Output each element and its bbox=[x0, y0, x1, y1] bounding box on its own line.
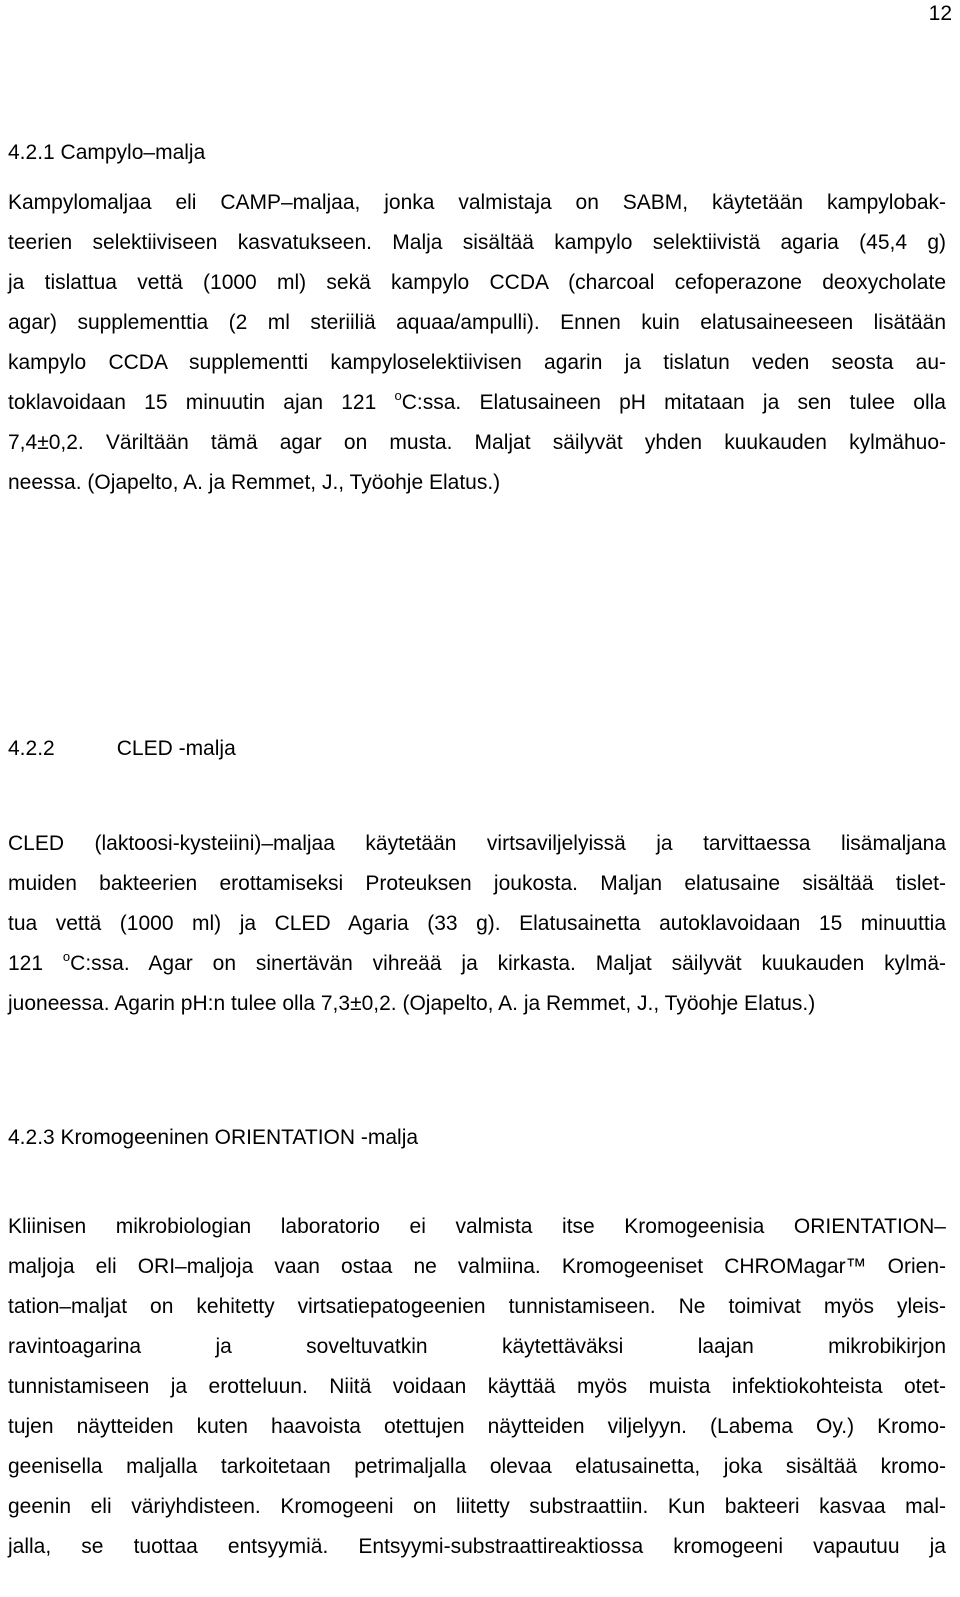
text-line: CLED (laktoosi-kysteiini)–maljaa käytetään virtsaviljelyissä ja tarvittaessa lisämaljana bbox=[8, 832, 946, 855]
text-line: muiden bakteerien erottamiseksi Proteuksen joukosta. Maljan elatusaine sisältää tislet- bbox=[8, 872, 946, 895]
text-line: geenisella maljalla tarkoitetaan petrimaljalla olevaa elatusainetta, joka sisältää kromo- bbox=[8, 1455, 946, 1478]
text-segment: C:ssa. Agar on sinertävän vihreää ja kirkasta. Maljat säilyvät kuukauden kylmä- bbox=[70, 952, 946, 975]
page-number: 12 bbox=[928, 2, 952, 25]
text-line: 7,4±0,2. Väriltään tämä agar on musta. Maljat säilyvät yhden kuukauden kylmähuo- bbox=[8, 431, 946, 454]
section-heading-4-2-3: 4.2.3 Kromogeeninen ORIENTATION -malja bbox=[8, 1126, 419, 1149]
text-line: tation–maljat on kehitetty virtsatiepatogeenien tunnistamiseen. Ne toimivat myös yleis- bbox=[8, 1295, 946, 1318]
text-line: tua vettä (1000 ml) ja CLED Agaria (33 g). Elatusainetta autoklavoidaan 15 minuuttia bbox=[8, 912, 946, 935]
text-segment: toklavoidaan 15 minuutin ajan 121 bbox=[8, 391, 395, 414]
text-line: teerien selektiiviseen kasvatukseen. Malja sisältää kampylo selektiivistä agaria (45,4 g) bbox=[8, 231, 946, 254]
heading-number: 4.2.2 bbox=[8, 737, 55, 760]
degree-superscript: o bbox=[394, 388, 402, 403]
text-line: neessa. (Ojapelto, A. ja Remmet, J., Työohje Elatus.) bbox=[8, 471, 501, 494]
section-paragraph-4-2-2 bbox=[8, 824, 946, 1024]
heading-title: CLED -malja bbox=[116, 737, 236, 760]
section-paragraph-4-2-1 bbox=[8, 183, 946, 503]
text-line: tunnistamiseen ja erotteluun. Niitä voidaan käyttää myös muista infektiokohteista otet- bbox=[8, 1375, 946, 1398]
text-line: Kliinisen mikrobiologian laboratorio ei valmista itse Kromogeenisia ORIENTATION– bbox=[8, 1215, 946, 1238]
section-paragraph-4-2-3 bbox=[8, 1207, 946, 1567]
text-line: tujen näytteiden kuten haavoista otettujen näytteiden viljelyyn. (Labema Oy.) Kromo- bbox=[8, 1415, 946, 1438]
degree-superscript: o bbox=[62, 949, 71, 964]
text-segment: C:ssa. Elatusaineen pH mitataan ja sen tulee olla bbox=[401, 391, 946, 414]
text-line: juoneessa. Agarin pH:n tulee olla 7,3±0,2. (Ojapelto, A. ja Remmet, J., Työohje Elatus.) bbox=[8, 992, 816, 1015]
text-line: geenin eli väriyhdisteen. Kromogeeni on liitetty substraattiin. Kun bakteeri kasvaa mal- bbox=[8, 1495, 946, 1518]
text-line: maljoja eli ORI–maljoja vaan ostaa ne valmiina. Kromogeeniset CHROMagar™ Orien- bbox=[8, 1255, 946, 1278]
section-heading-4-2-1: 4.2.1 Campylo–malja bbox=[8, 141, 206, 164]
text-segment: 121 bbox=[8, 952, 63, 975]
section-heading-4-2-2 bbox=[8, 736, 236, 762]
text-line bbox=[8, 944, 946, 984]
text-line: jalla, se tuottaa entsyymiä. Entsyymi-substraattireaktiossa kromogeeni vapautuu ja bbox=[8, 1535, 946, 1558]
text-line bbox=[8, 383, 946, 423]
text-line: Kampylomaljaa eli CAMP–maljaa, jonka valmistaja on SABM, käytetään kampylobak- bbox=[8, 191, 946, 214]
text-line: kampylo CCDA supplementti kampyloselektiivisen agarin ja tislatun veden seosta au- bbox=[8, 351, 946, 374]
text-line: ravintoagarina ja soveltuvatkin käytettäväksi laajan mikrobikirjon bbox=[8, 1335, 946, 1358]
text-line: ja tislattua vettä (1000 ml) sekä kampylo CCDA (charcoal cefoperazone deoxycholate bbox=[8, 271, 946, 294]
text-line: agar) supplementtia (2 ml steriiliä aquaa/ampulli). Ennen kuin elatusaineeseen lisätään bbox=[8, 311, 946, 334]
